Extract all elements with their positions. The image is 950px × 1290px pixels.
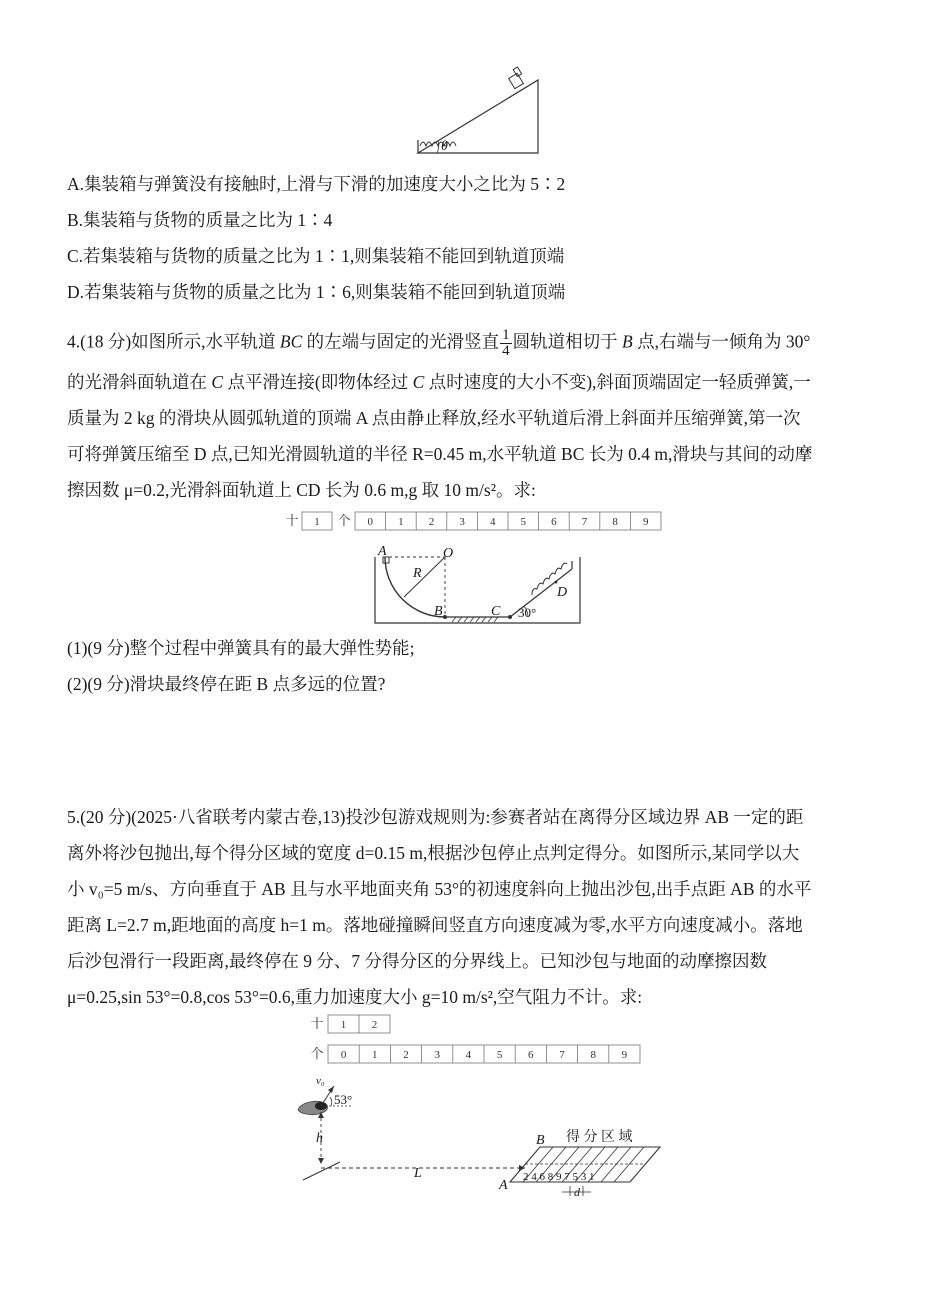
q3-theta-label: θ (441, 139, 448, 154)
q4-ones-label: 个 (337, 513, 351, 528)
q5-line-6: μ=0.25,sin 53°=0.8,cos 53°=0.6,重力加速度大小 g=10 m/s²,空气阻力不计。求: (67, 987, 643, 1007)
q5-line-4: 距离 L=2.7 m,距地面的高度 h=1 m。落地碰撞瞬间竖直方向速度减为零,水平方向速度减小。落地 (67, 915, 803, 935)
q3-option-c: C.若集装箱与货物的质量之比为 1∶1,则集装箱不能回到轨道顶端 (67, 246, 565, 266)
svg-text:4: 4 (465, 1049, 472, 1061)
q5-d-label: d (574, 1185, 580, 1199)
q5-v0-label: v₀ (316, 1075, 325, 1087)
q5-tens-label: 十 (310, 1016, 324, 1031)
q4-radius-label: R (413, 566, 422, 581)
q4-tens-label: 十 (285, 513, 299, 528)
q5-angle-label: 53° (334, 1092, 353, 1107)
q4-line-1: 4.(18 分)如图所示,水平轨道 BC 的左端与固定的光滑竖直 $\frac{1}{4}$ 圆轨道相切于 B 点,右端与一倾角为 30° (67, 327, 811, 359)
q5-l-label: L (414, 1166, 422, 1181)
svg-text:1: 1 (398, 516, 404, 528)
q5-ones-boxes[interactable] (328, 1045, 640, 1063)
svg-text:7: 7 (559, 1049, 565, 1061)
svg-text:1: 1 (340, 1019, 347, 1031)
q4-point-d: D (557, 585, 568, 600)
svg-text:8: 8 (612, 516, 618, 528)
q4-angle-label: 30° (518, 605, 537, 620)
q5-tens-boxes[interactable] (328, 1015, 390, 1033)
q4-line-5: 擦因数 μ=0.2,光滑斜面轨道上 CD 长为 0.6 m,g 取 10 m/s²。求: (67, 480, 536, 500)
q5-point-a: A (499, 1178, 508, 1193)
q3-incline-figure (0, 0, 950, 160)
q3-option-b: B.集装箱与货物的质量之比为 1∶4 (67, 210, 333, 230)
quarter-fraction: $\frac{1}{4}$ (502, 327, 510, 359)
q5-line-2: 离外将沙包抛出,每个得分区域的宽度 d=0.15 m,根据沙包停止点判定得分。如图所示,某同学以大 (67, 843, 800, 863)
q4-track-figure (0, 545, 950, 635)
q4-sub-1: (1)(9 分)整个过程中弹簧具有的最大弹性势能; (67, 638, 415, 658)
svg-text:7: 7 (581, 516, 588, 528)
q5-region-label: 得 分 区 域 (566, 1130, 633, 1145)
q4-point-b: B (434, 604, 443, 619)
q5-score-digits: 2 4 6 8 9 7 5 3 1 (523, 1171, 595, 1183)
q5-line-3: 小 v₀=5 m/s、方向垂直于 AB 且与水平地面夹角 53°的初速度斜向上抛出沙包,出手点距 AB 的水平 (67, 879, 812, 899)
q4-line-3: 质量为 2 kg 的滑块从圆弧轨道的顶端 A 点由静止释放,经水平轨道后滑上斜面并压缩弹簧,第一次 (67, 408, 801, 428)
q5-ones-label: 个 (310, 1046, 324, 1061)
svg-text:5: 5 (520, 516, 527, 528)
svg-text:1: 1 (372, 1049, 378, 1061)
q4-tens-box[interactable]: 1 (314, 516, 320, 528)
svg-text:3: 3 (434, 1049, 440, 1061)
q3-option-a: A.集装箱与弹簧没有接触时,上滑与下滑的加速度大小之比为 5∶2 (67, 174, 566, 194)
svg-text:0: 0 (367, 516, 374, 528)
svg-text:6: 6 (551, 516, 557, 528)
svg-text:5: 5 (496, 1049, 503, 1061)
q4-point-a: A (378, 544, 387, 559)
q5-score-grid (0, 1012, 950, 1072)
q5-point-b: B (536, 1133, 545, 1148)
svg-text:6: 6 (528, 1049, 534, 1061)
q4-score-grid (0, 510, 950, 540)
q5-throw-figure (0, 1072, 950, 1202)
q5-line-1: 5.(20 分)(2025·八省联考内蒙古卷,13)投沙包游戏规则为:参赛者站在离得分区域边界 AB 一定的距 (67, 807, 804, 827)
svg-text:2: 2 (428, 516, 435, 528)
q3-option-d: D.若集装箱与货物的质量之比为 1∶6,则集装箱不能回到轨道顶端 (67, 282, 566, 302)
svg-text:3: 3 (459, 516, 465, 528)
q4-line-4: 可将弹簧压缩至 D 点,已知光滑圆轨道的半径 R=0.45 m,水平轨道 BC 长为 0.4 m,滑块与其间的动摩 (67, 444, 813, 464)
svg-text:8: 8 (590, 1049, 596, 1061)
svg-text:2: 2 (371, 1019, 378, 1031)
svg-text:9: 9 (642, 516, 649, 528)
svg-text:9: 9 (621, 1049, 628, 1061)
q4-line-2: 的光滑斜面轨道在 C 点平滑连接(即物体经过 C 点时速度的大小不变),斜面顶端固定一轻质弹簧,一 (67, 372, 811, 392)
svg-text:4: 4 (489, 516, 496, 528)
q4-ones-boxes[interactable] (355, 512, 661, 530)
q4-point-o: O (443, 546, 454, 561)
svg-text:0: 0 (340, 1049, 347, 1061)
q4-sub-2: (2)(9 分)滑块最终停在距 B 点多远的位置? (67, 674, 386, 694)
q5-h-label: h (316, 1131, 323, 1146)
svg-text:2: 2 (403, 1049, 409, 1061)
q4-point-c: C (491, 604, 501, 619)
q5-line-5: 后沙包滑行一段距离,最终停在 9 分、7 分得分区的分界线上。已知沙包与地面的动摩擦因数 (67, 951, 767, 971)
